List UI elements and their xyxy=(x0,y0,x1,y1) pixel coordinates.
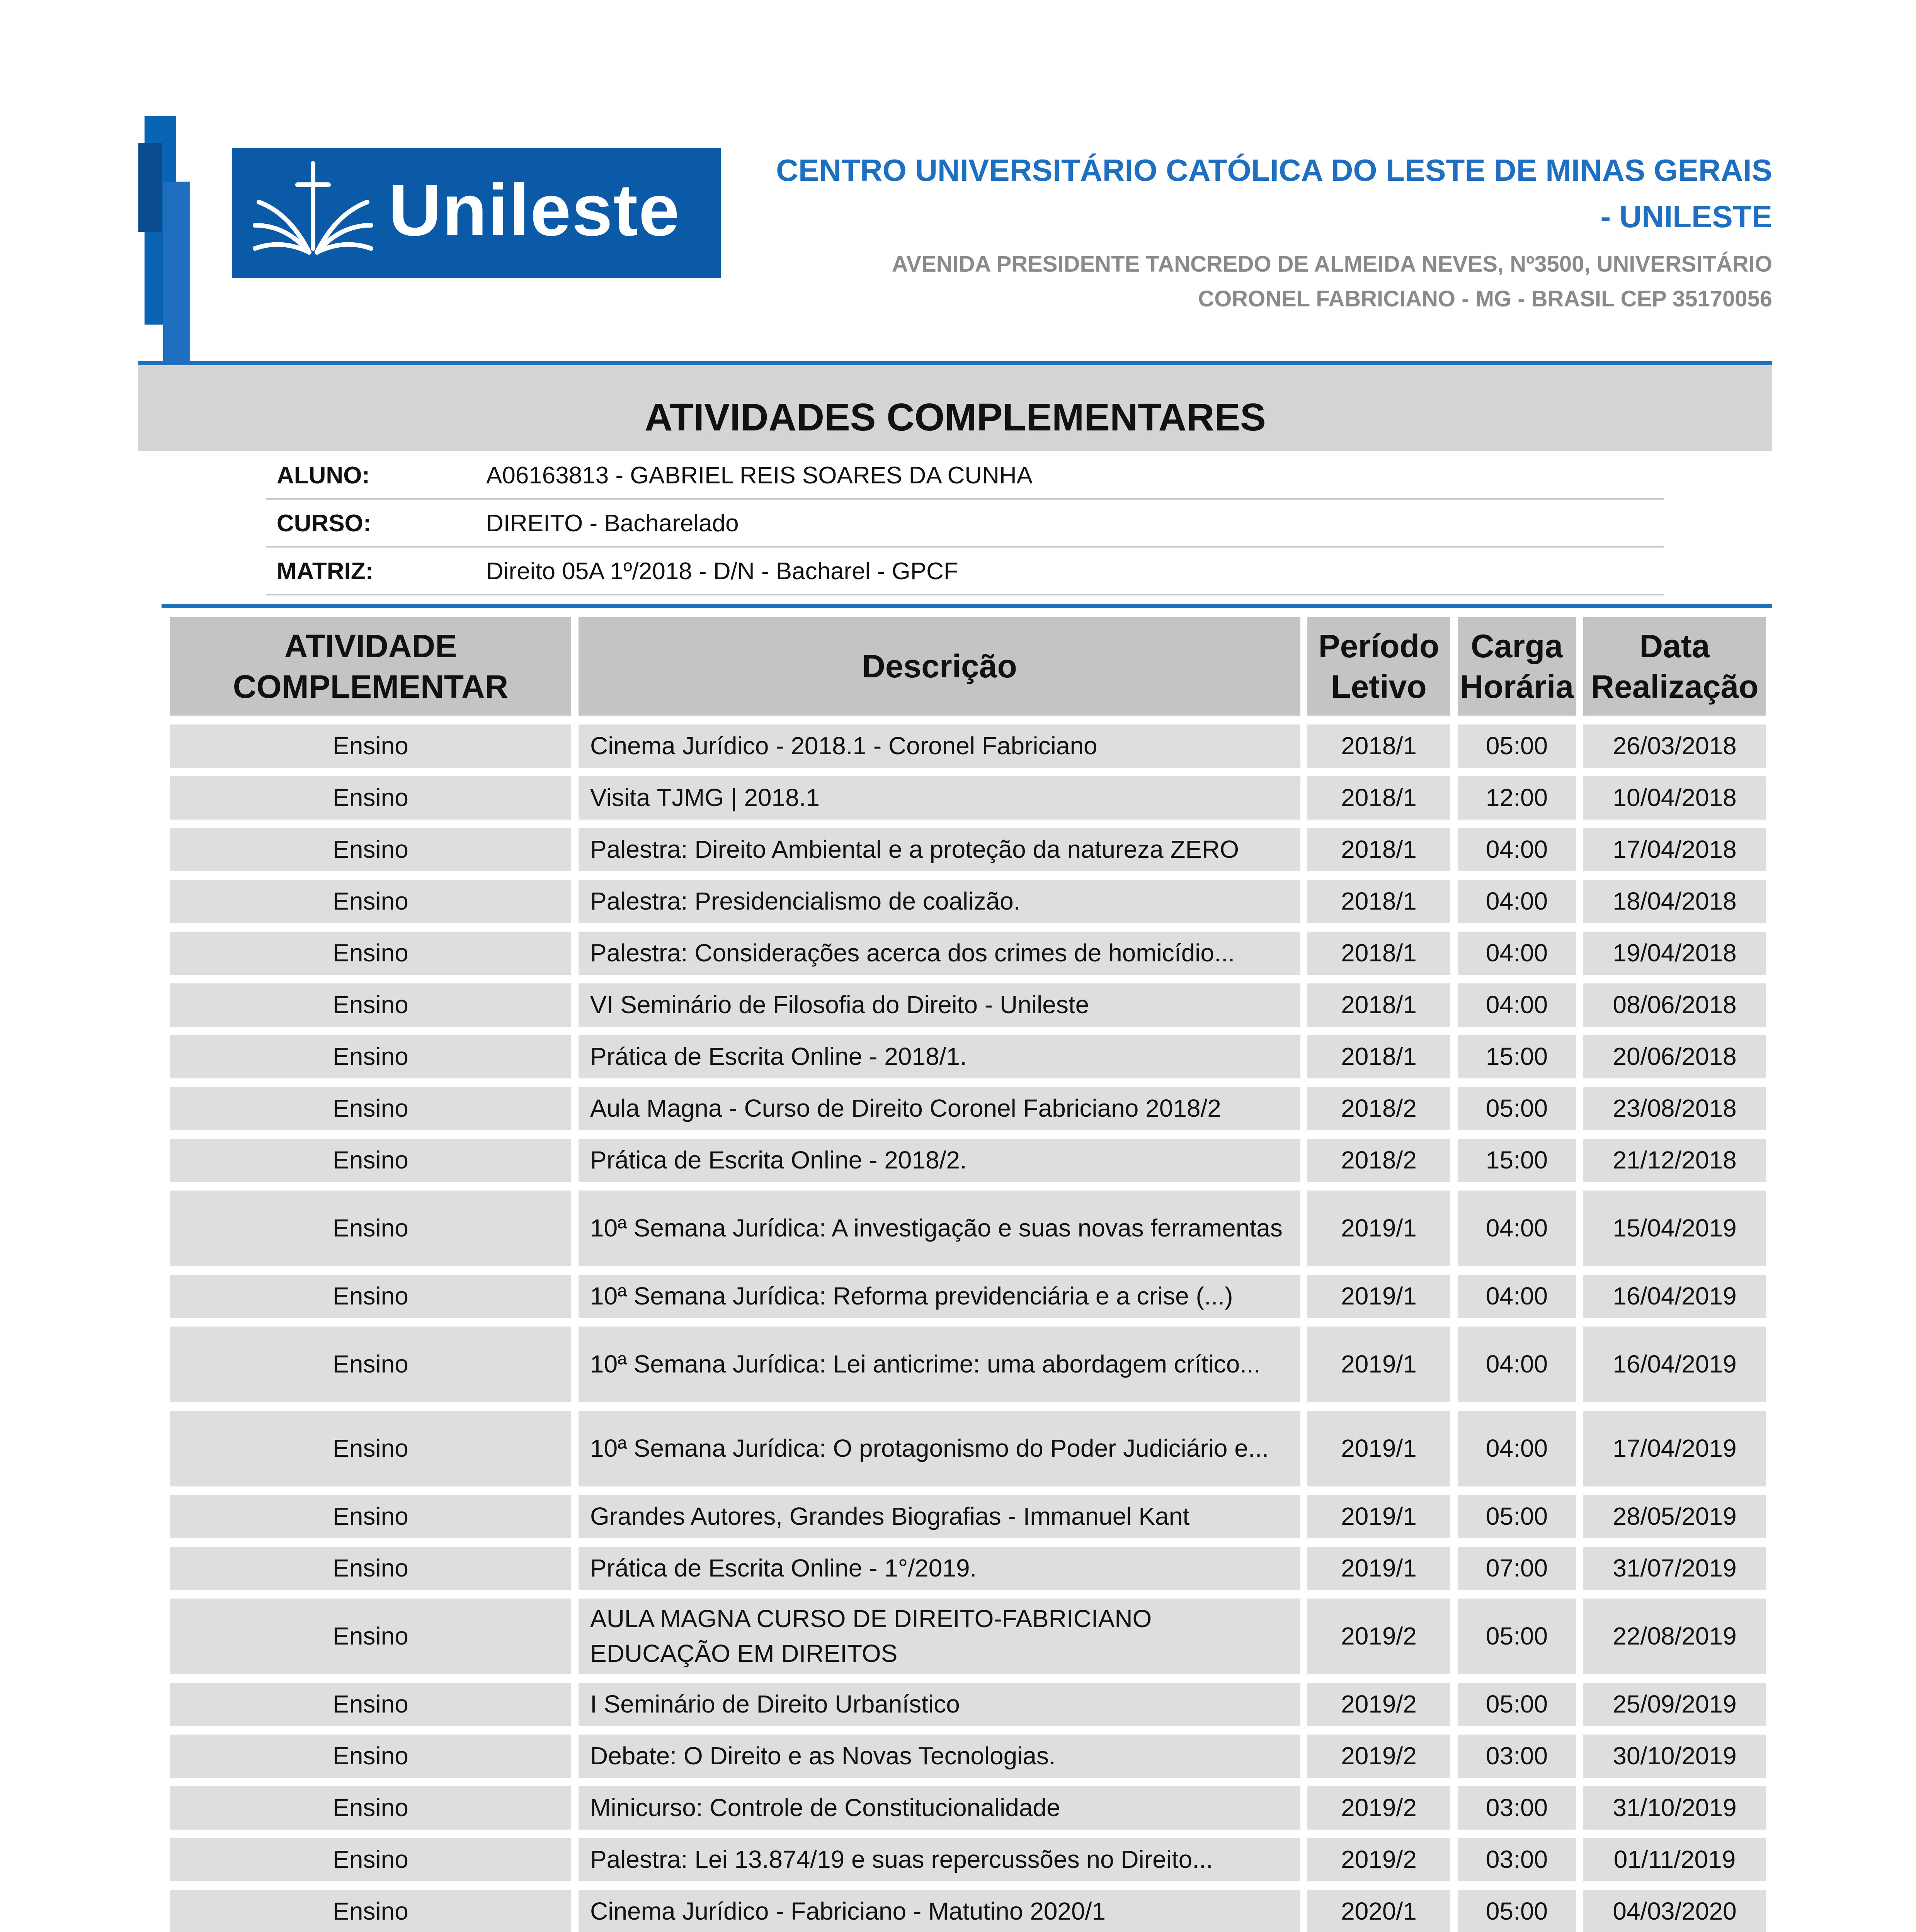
cell-descricao: Cinema Jurídico - Fabriciano - Matutino 2020/1 xyxy=(579,1890,1300,1932)
cell-carga: 04:00 xyxy=(1458,1327,1576,1402)
cell-descricao: Visita TJMG | 2018.1 xyxy=(579,776,1300,820)
info-value: A06163813 - GABRIEL REIS SOARES DA CUNHA xyxy=(486,462,1033,489)
info-row-matriz xyxy=(266,547,1664,595)
cell-carga: 05:00 xyxy=(1458,1683,1576,1726)
decorative-bar xyxy=(138,143,162,232)
cell-data: 21/12/2018 xyxy=(1583,1139,1766,1182)
cell-data: 25/09/2019 xyxy=(1583,1683,1766,1726)
cell-carga: 03:00 xyxy=(1458,1786,1576,1830)
info-value: Direito 05A 1º/2018 - D/N - Bacharel - GPCF xyxy=(486,558,958,585)
cell-periodo: 2018/1 xyxy=(1307,776,1450,820)
cell-atividade: Ensino xyxy=(170,724,571,768)
cell-periodo: 2019/2 xyxy=(1307,1599,1450,1674)
cell-carga: 05:00 xyxy=(1458,724,1576,768)
cell-carga: 04:00 xyxy=(1458,1275,1576,1318)
cell-periodo: 2018/1 xyxy=(1307,932,1450,975)
cell-carga: 15:00 xyxy=(1458,1139,1576,1182)
cell-data: 15/04/2019 xyxy=(1583,1190,1766,1266)
unileste-logo xyxy=(232,148,721,278)
header-periodo: Período Letivo xyxy=(1307,617,1450,716)
cell-descricao: Prática de Escrita Online - 2018/2. xyxy=(579,1139,1300,1182)
cell-periodo: 2019/2 xyxy=(1307,1838,1450,1881)
cell-data: 16/04/2019 xyxy=(1583,1327,1766,1402)
cell-periodo: 2019/1 xyxy=(1307,1327,1450,1402)
header-carga: Carga Horária xyxy=(1458,617,1576,716)
cell-descricao: I Seminário de Direito Urbanístico xyxy=(579,1683,1300,1726)
cell-atividade: Ensino xyxy=(170,1035,571,1078)
cell-data: 23/08/2018 xyxy=(1583,1087,1766,1130)
cell-atividade: Ensino xyxy=(170,828,571,871)
cell-data: 28/05/2019 xyxy=(1583,1495,1766,1538)
cell-atividade: Ensino xyxy=(170,1735,571,1778)
cell-data: 17/04/2018 xyxy=(1583,828,1766,871)
cell-periodo: 2019/2 xyxy=(1307,1683,1450,1726)
cell-atividade: Ensino xyxy=(170,1190,571,1266)
cell-descricao: Aula Magna - Curso de Direito Coronel Fabriciano 2018/2 xyxy=(579,1087,1300,1130)
cell-data: 19/04/2018 xyxy=(1583,932,1766,975)
cell-carga: 12:00 xyxy=(1458,776,1576,820)
cell-data: 01/11/2019 xyxy=(1583,1838,1766,1881)
cell-atividade: Ensino xyxy=(170,1547,571,1590)
cell-descricao: 10ª Semana Jurídica: Lei anticrime: uma abordagem crítico... xyxy=(579,1327,1300,1402)
cell-carga: 05:00 xyxy=(1458,1087,1576,1130)
cell-periodo: 2019/1 xyxy=(1307,1495,1450,1538)
address-line-1: AVENIDA PRESIDENTE TANCREDO DE ALMEIDA NEVES, Nº3500, UNIVERSITÁRIO xyxy=(892,252,1772,277)
cell-data: 08/06/2018 xyxy=(1583,983,1766,1027)
info-label: CURSO: xyxy=(277,510,371,537)
cell-periodo: 2018/1 xyxy=(1307,828,1450,871)
cell-descricao: AULA MAGNA CURSO DE DIREITO-FABRICIANO EDUCAÇÃO EM DIREITOS xyxy=(579,1599,1300,1674)
cell-data: 10/04/2018 xyxy=(1583,776,1766,820)
decorative-bar xyxy=(163,182,190,363)
cell-descricao: Prática de Escrita Online - 2018/1. xyxy=(579,1035,1300,1078)
info-divider xyxy=(162,604,1772,608)
cell-carga: 03:00 xyxy=(1458,1735,1576,1778)
info-label: ALUNO: xyxy=(277,462,370,489)
cell-periodo: 2018/1 xyxy=(1307,724,1450,768)
cell-data: 16/04/2019 xyxy=(1583,1275,1766,1318)
cell-periodo: 2018/1 xyxy=(1307,880,1450,923)
cell-periodo: 2018/1 xyxy=(1307,983,1450,1027)
header-descricao: Descrição xyxy=(579,617,1300,716)
cell-descricao: Prática de Escrita Online - 1°/2019. xyxy=(579,1547,1300,1590)
cell-periodo: 2019/1 xyxy=(1307,1190,1450,1266)
cell-periodo: 2019/2 xyxy=(1307,1735,1450,1778)
cell-periodo: 2018/2 xyxy=(1307,1087,1450,1130)
cell-periodo: 2018/1 xyxy=(1307,1035,1450,1078)
cell-data: 18/04/2018 xyxy=(1583,880,1766,923)
cell-carga: 05:00 xyxy=(1458,1890,1576,1932)
cell-atividade: Ensino xyxy=(170,1838,571,1881)
cell-carga: 03:00 xyxy=(1458,1838,1576,1881)
cell-data: 30/10/2019 xyxy=(1583,1735,1766,1778)
page-title: ATIVIDADES COMPLEMENTARES xyxy=(645,396,1266,439)
cell-atividade: Ensino xyxy=(170,1683,571,1726)
cell-atividade: Ensino xyxy=(170,776,571,820)
cell-atividade: Ensino xyxy=(170,1495,571,1538)
cell-data: 22/08/2019 xyxy=(1583,1599,1766,1674)
institution-name-suffix: - UNILESTE xyxy=(1600,199,1772,234)
cell-carga: 05:00 xyxy=(1458,1599,1576,1674)
cell-descricao: 10ª Semana Jurídica: O protagonismo do Poder Judiciário e... xyxy=(579,1411,1300,1486)
cell-carga: 04:00 xyxy=(1458,828,1576,871)
cell-carga: 04:00 xyxy=(1458,932,1576,975)
cell-periodo: 2019/2 xyxy=(1307,1786,1450,1830)
cell-descricao: VI Seminário de Filosofia do Direito - Unileste xyxy=(579,983,1300,1027)
cell-atividade: Ensino xyxy=(170,1139,571,1182)
cell-carga: 04:00 xyxy=(1458,983,1576,1027)
cell-periodo: 2019/1 xyxy=(1307,1411,1450,1486)
cell-carga: 07:00 xyxy=(1458,1547,1576,1590)
cell-descricao: Cinema Jurídico - 2018.1 - Coronel Fabriciano xyxy=(579,724,1300,768)
cell-atividade: Ensino xyxy=(170,932,571,975)
cell-carga: 04:00 xyxy=(1458,1411,1576,1486)
cell-descricao: Palestra: Direito Ambiental e a proteção da natureza ZERO xyxy=(579,828,1300,871)
logo-emblem-icon xyxy=(243,148,383,278)
cell-atividade: Ensino xyxy=(170,1890,571,1932)
cell-carga: 05:00 xyxy=(1458,1495,1576,1538)
info-row-aluno xyxy=(266,451,1664,500)
cell-data: 31/07/2019 xyxy=(1583,1547,1766,1590)
cell-carga: 04:00 xyxy=(1458,880,1576,923)
cell-atividade: Ensino xyxy=(170,880,571,923)
cell-descricao: 10ª Semana Jurídica: A investigação e suas novas ferramentas xyxy=(579,1190,1300,1266)
cell-atividade: Ensino xyxy=(170,1411,571,1486)
cell-descricao: Palestra: Lei 13.874/19 e suas repercussões no Direito... xyxy=(579,1838,1300,1881)
cell-periodo: 2019/1 xyxy=(1307,1275,1450,1318)
cell-data: 04/03/2020 xyxy=(1583,1890,1766,1932)
cell-carga: 04:00 xyxy=(1458,1190,1576,1266)
cell-descricao: Palestra: Considerações acerca dos crimes de homicídio... xyxy=(579,932,1300,975)
cell-data: 20/06/2018 xyxy=(1583,1035,1766,1078)
cell-atividade: Ensino xyxy=(170,1087,571,1130)
header-data: Data Realização xyxy=(1583,617,1766,716)
cell-descricao: Palestra: Presidencialismo de coalizão. xyxy=(579,880,1300,923)
header-atividade: ATIVIDADE COMPLEMENTAR xyxy=(170,617,571,716)
cell-atividade: Ensino xyxy=(170,1599,571,1674)
logo-wordmark: Unileste xyxy=(388,169,681,251)
info-label: MATRIZ: xyxy=(277,558,374,585)
institution-name: CENTRO UNIVERSITÁRIO CATÓLICA DO LESTE DE MINAS GERAIS xyxy=(776,153,1772,187)
cell-descricao: Minicurso: Controle de Constitucionalidade xyxy=(579,1786,1300,1830)
cell-data: 31/10/2019 xyxy=(1583,1786,1766,1830)
cell-atividade: Ensino xyxy=(170,1786,571,1830)
cell-descricao: Grandes Autores, Grandes Biografias - Immanuel Kant xyxy=(579,1495,1300,1538)
cell-carga: 15:00 xyxy=(1458,1035,1576,1078)
cell-data: 17/04/2019 xyxy=(1583,1411,1766,1486)
address-line-2: CORONEL FABRICIANO - MG - BRASIL CEP 35170056 xyxy=(1198,286,1772,311)
cell-data: 26/03/2018 xyxy=(1583,724,1766,768)
cell-descricao: 10ª Semana Jurídica: Reforma previdenciária e a crise (...) xyxy=(579,1275,1300,1318)
info-row-curso xyxy=(266,499,1664,548)
cell-atividade: Ensino xyxy=(170,1275,571,1318)
title-band xyxy=(138,361,1772,451)
cell-periodo: 2018/2 xyxy=(1307,1139,1450,1182)
cell-periodo: 2019/1 xyxy=(1307,1547,1450,1590)
info-value: DIREITO - Bacharelado xyxy=(486,510,739,537)
cell-descricao: Debate: O Direito e as Novas Tecnologias. xyxy=(579,1735,1300,1778)
cell-atividade: Ensino xyxy=(170,983,571,1027)
cell-periodo: 2020/1 xyxy=(1307,1890,1450,1932)
cell-atividade: Ensino xyxy=(170,1327,571,1402)
